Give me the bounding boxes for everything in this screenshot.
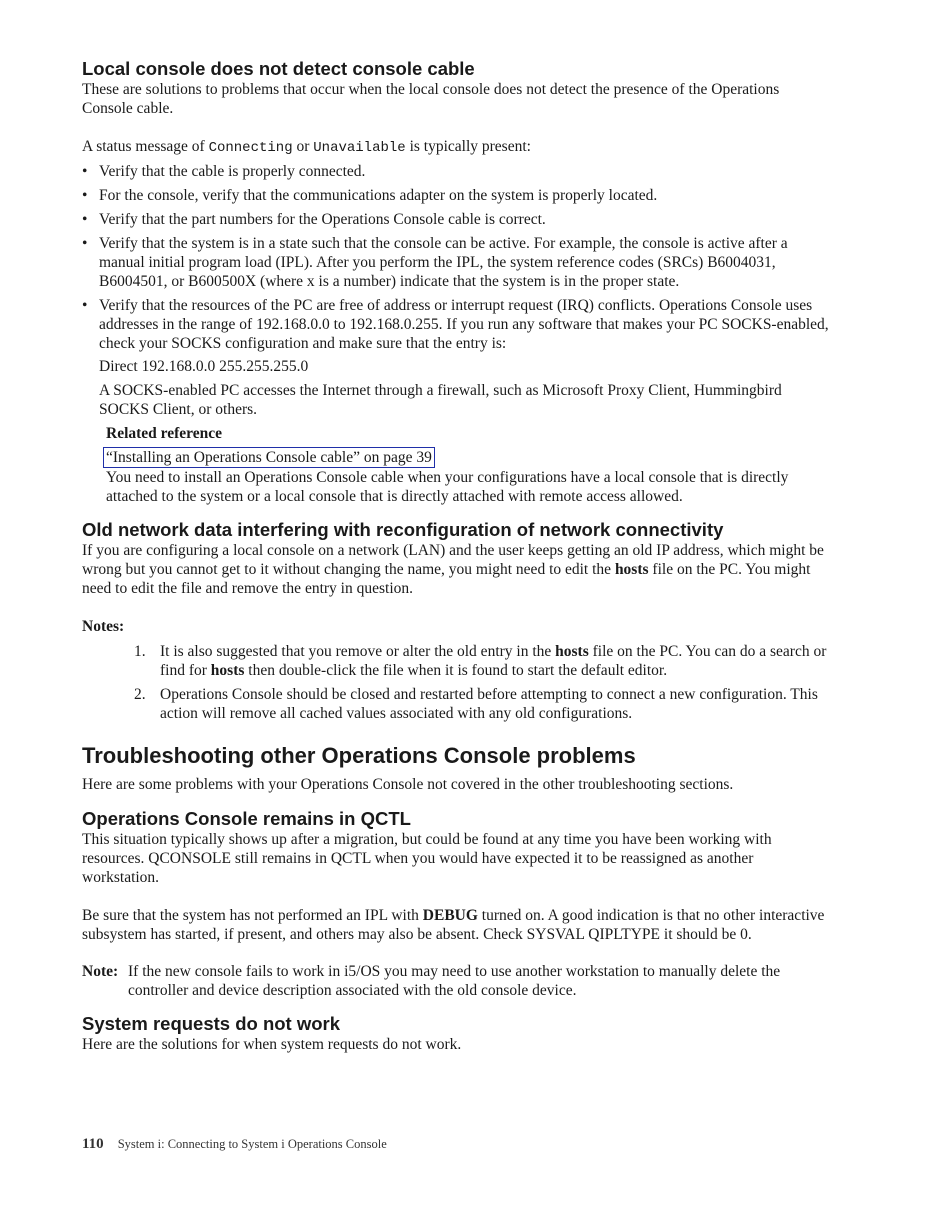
status-message-paragraph: A status message of Connecting or Unavailable is typically present:	[82, 138, 531, 156]
notes-label: Notes:	[82, 618, 125, 635]
related-reference-title: Related reference	[106, 425, 223, 442]
socks-note: A SOCKS-enabled PC accesses the Internet through a firewall, such as Microsoft Proxy Client, Hummingbird SOCKS Client, or others.	[99, 382, 782, 418]
list-item: • For the console, verify that the communications adapter on the system is properly located.	[82, 186, 832, 205]
list-item: 1. It is also suggested that you remove or alter the old entry in the hosts file on the PC. You can do a search or find for hosts then double-click the file when it is found to start the default editor.	[134, 643, 827, 679]
page-number: 110	[82, 1136, 104, 1152]
list-item: • Verify that the resources of the PC are free of address or interrupt request (IRQ) conflicts. Operations Console uses addresses in the range of 192.168.0.0 to 192.168.0.255. If you run any software that makes your PC SOCKS-enabled, check your SOCKS configuration and make sure that the entry is:	[82, 296, 832, 353]
debug-paragraph: Be sure that the system has not performed an IPL with DEBUG turned on. A good indication is that no other interactive subsystem has started, if present, and others may also be absent. Check SYSVAL QIPLTYPE it should be 0.	[82, 907, 825, 943]
section-heading-old-network-data: Old network data interfering with reconfiguration of network connectivity	[82, 519, 724, 540]
section-intro: If you are configuring a local console on a network (LAN) and the user keeps getting an old IP address, which might be wrong but you cannot get to it without changing the name, you might need to edit the hosts file on the PC. You might need to edit the file and remove the entry in question.	[82, 542, 824, 597]
section-intro: These are solutions to problems that occur when the local console does not detect the presence of the Operations Console cable.	[82, 81, 780, 117]
solution-list	[82, 162, 832, 353]
list-item: • Verify that the system is in a state such that the console can be active. For example, the console is active after a manual initial program load (IPL). After you perform the IPL, the system reference codes (SRCs) B6004031, B6004501, or B600500X (where x is a number) indicate that the system is in the proper state.	[82, 234, 832, 291]
list-item: • Verify that the part numbers for the Operations Console cable is correct.	[82, 210, 832, 229]
list-item: • Verify that the cable is properly connected.	[82, 162, 832, 181]
debug-term: DEBUG	[422, 907, 478, 924]
note-label: Note:	[82, 963, 119, 980]
list-item: 2. Operations Console should be closed and restarted before attempting to connect a new configuration. This action will remove all cached values associated with any old configurations.	[134, 686, 818, 722]
related-reference-description: You need to install an Operations Console cable when your configurations have a local console that is directly attached to the system or a local console that is directly attached with remote access allowed.	[106, 469, 789, 505]
section-heading-console-qctl: Operations Console remains in QCTL	[82, 808, 411, 829]
related-reference	[106, 424, 832, 506]
section-intro: Here are some problems with your Operations Console not covered in the other troubleshooting sections.	[82, 776, 734, 793]
book-title: System i: Connecting to System i Operations Console	[117, 1137, 387, 1151]
qctl-paragraph: This situation typically shows up after a migration, but could be found at any time you have been working with resources. QCONSOLE still remains in QCTL when you would have expected it to be reassigned as another workstation.	[82, 831, 772, 886]
page-content	[82, 58, 832, 1054]
section-intro: Here are the solutions for when system requests do not work.	[82, 1036, 462, 1053]
section-heading-troubleshooting-other: Troubleshooting other Operations Console problems	[82, 743, 636, 768]
installing-cable-link[interactable]: “Installing an Operations Console cable” on page 39	[103, 447, 435, 468]
hosts-term: hosts	[614, 561, 649, 578]
note-block	[82, 962, 832, 1000]
section-heading-system-requests: System requests do not work	[82, 1013, 341, 1034]
status-code-unavailable: Unavailable	[313, 140, 406, 156]
note-text: If the new console fails to work in i5/OS you may need to use another workstation to manually delete the controller and device description associated with the old console device.	[128, 963, 781, 999]
status-code-connecting: Connecting	[208, 140, 293, 156]
page-footer	[82, 1135, 387, 1154]
section-heading-local-console-cable: Local console does not detect console cable	[82, 58, 475, 79]
notes-list	[82, 642, 832, 723]
socks-direct-entry: Direct 192.168.0.0 255.255.255.0	[99, 358, 309, 375]
